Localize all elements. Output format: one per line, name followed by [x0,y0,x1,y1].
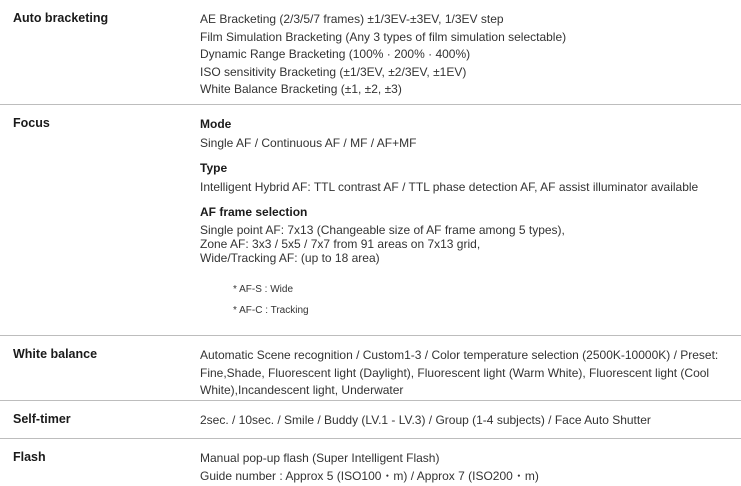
value-line: Wide/Tracking AF: (up to 18 area) [200,250,380,265]
af-notes [233,279,739,321]
row-value [200,450,739,485]
row-value [200,11,739,99]
value-line: Single point AF: 7x13 (Changeable size of AF frame among 5 types), [200,222,565,237]
focus-frame-group [200,204,739,321]
focus-type-group [200,160,739,196]
row-label: Self-timer [13,412,71,426]
value-line: Zone AF: 3x3 / 5x5 / 7x7 from 91 areas on 7x13 grid, [200,236,481,251]
value-line: Guide number : Approx 5 (ISO100・m) / Approx 7 (ISO200・m) [200,468,539,483]
subheading: Type [200,161,228,175]
spec-row-white-balance [0,336,741,401]
value-line: Single AF / Continuous AF / MF / AF+MF [200,135,417,150]
row-value [200,412,739,430]
row-value [200,347,739,400]
spec-row-auto-bracketing [0,0,741,105]
note-line: * AF-C : Tracking [233,304,309,316]
row-value [200,116,739,321]
value-line: Intelligent Hybrid AF: TTL contrast AF / TTL phase detection AF, AF assist illuminator available [200,179,699,194]
spec-row-self-timer [0,401,741,439]
row-label: Focus [13,116,50,130]
value-line: Film Simulation Bracketing (Any 3 types of film simulation selectable) [200,29,567,44]
spec-row-focus [0,105,741,336]
note-line: * AF-S : Wide [233,283,294,295]
value-line: Dynamic Range Bracketing (100% · 200% · 400%) [200,47,471,61]
value-text: Automatic Scene recognition / Custom1-3 / Color temperature selection (2500K-10000K) / Preset: Fine,Shade, Fluorescent light (Daylight), Fluorescent light (Warm White), Fluorescent light (Cool White),Incandescent light, Underwater [200,348,719,397]
focus-mode-group [200,116,739,152]
row-label: Auto bracketing [13,11,109,25]
row-label: Flash [13,450,46,464]
value-line: AE Bracketing (2/3/5/7 frames) ±1/3EV-±3EV, 1/3EV step [200,12,504,26]
spec-row-flash [0,439,741,486]
value-line: Manual pop-up flash (Super Intelligent Flash) [200,451,440,465]
value-line: White Balance Bracketing (±1, ±2, ±3) [200,82,402,96]
row-label: White balance [13,347,98,361]
subheading: Mode [200,117,232,131]
value-line: ISO sensitivity Bracketing (±1/3EV, ±2/3EV, ±1EV) [200,64,467,79]
subheading: AF frame selection [200,205,308,219]
frame-lines [200,223,739,265]
value-line: 2sec. / 10sec. / Smile / Buddy (LV.1 - LV.3) / Group (1-4 subjects) / Face Auto Shutter [200,413,651,427]
